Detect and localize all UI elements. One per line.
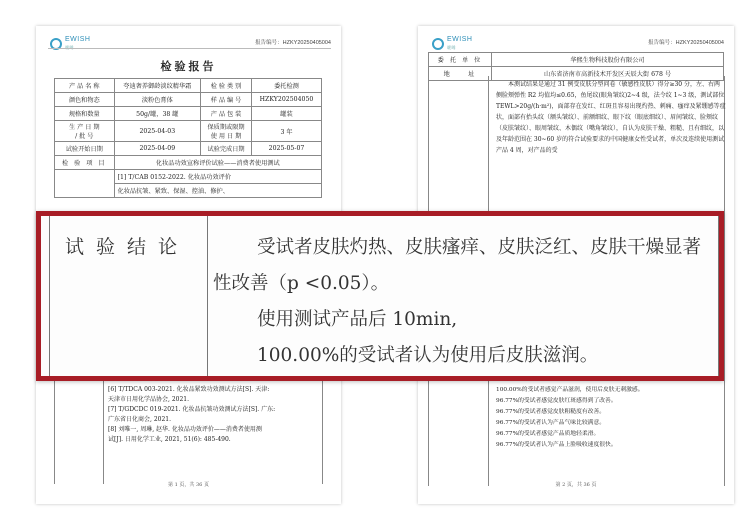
field-label: 产 品 名 称 [55, 79, 115, 93]
table-row [55, 107, 322, 121]
conclusion-body: 本测试结果是通过 31 例受皮肤分型问卷（敏感性皮肤）得分≥30 分，左、右两侧脸颊弹性 R2 均值均≤0.65，鱼尾纹(眼角皱纹)2~4 级，法令纹 1~3 级，测试部位 TEWL>20g/(h·m²)，面部存在发红、红斑且容易出现灼热、刺痛、瘙痒及紧绷感等症状，面部有抬头纹（额头皱纹）、前额细纹、眼下纹（眼底细纹）、眉间皱纹、脸颊纹（皮肤皱纹）、眼周皱纹、木偶纹（嘴角皱纹），自认为皮肤干燥、粗糙、且有细纹，以及年龄范围在 30~60 岁的符合试验要求的中国健康女性受试者，单次及连续使用测试产品 4 周，对产品的受 [496, 81, 726, 154]
table-row [55, 79, 322, 93]
table-row [55, 121, 322, 142]
field-value: 罐装 [251, 107, 321, 121]
client-label: 委 托 单 位 [429, 53, 492, 67]
basis-line: 化妆品抗皱、紧致、保湿、控油、修护、 [114, 184, 321, 198]
field-value: 2025-04-09 [114, 142, 201, 156]
callout-border [718, 216, 719, 376]
basis-cell [55, 170, 115, 198]
field-value: 50g/罐，38 罐 [114, 107, 201, 121]
callout-line: 性改善（p <0.05）。 [213, 273, 390, 294]
table-row [55, 170, 322, 184]
table-border [54, 376, 55, 484]
brand-name: EWISH [447, 36, 473, 43]
field-label: 试验开始日期 [55, 142, 115, 156]
result-item: 96.77%的受试者感觉皮肤红斑感得到了改善。 [496, 398, 617, 404]
callout-label: 试验结论 [65, 236, 190, 258]
result-item: 100.00%的受试者感觉产品滋润，使用后皮肤无刺激感。 [496, 387, 644, 393]
result-item: 96.77%的受试者感觉产品质地轻柔滑。 [496, 431, 600, 437]
brand-name: EWISH [65, 36, 91, 43]
field-value: 2025-05-07 [251, 142, 321, 156]
reference-item: [6] T/TDCA 003-2021. 化妆品紧致功效测试方法[S]. 天津: [108, 386, 270, 393]
page-footer: 第 1 页，共 36 页 [168, 482, 209, 488]
field-label: 产 品 包 装 [201, 107, 252, 121]
basis-line: [1] T/CAB 0152-2022. 化妆品功效评价 [114, 170, 321, 184]
field-value: HZKY202504050 [251, 93, 321, 107]
table-row [55, 156, 322, 170]
table-row [55, 142, 322, 156]
brand-sub: 暖晞 [447, 45, 456, 50]
item-value: 化妆品功效宣称评价试验——消费者使用测试 [114, 156, 321, 170]
callout-line: 100.00%的受试者认为使用后皮肤滋润。 [257, 345, 599, 366]
field-label: 样 品 编 号 [201, 93, 252, 107]
brand-logo [432, 36, 472, 52]
result-list [496, 385, 644, 451]
header-divider [48, 48, 331, 49]
callout-text [213, 230, 713, 374]
item-label: 检 验 项 目 [55, 156, 115, 170]
client-value: 华熙生物科技股份有限公司 [492, 53, 724, 67]
address-label: 地 址 [429, 67, 492, 81]
table-divider [103, 376, 104, 484]
result-item: 96.77%的受试者认为产品气味比较满意。 [496, 420, 606, 426]
reference-item: [8] 刘唯一, 周琳, 赵华. 化妆品功效评价——消费者使用测 [108, 426, 262, 433]
reference-list [108, 385, 323, 445]
page-footer: 第 2 页，共 36 页 [555, 482, 597, 488]
report-number: 报告编号：HZKY20250405004 [255, 40, 331, 46]
page-title: 检验报告 [160, 60, 217, 73]
address-value: 山东省济南市高新技术开发区天辰大街 678 号 [492, 67, 724, 81]
client-table [428, 52, 724, 81]
field-label: 检 验 类 别 [201, 79, 252, 93]
result-item: 96.77%的受试者认为产品上脸吸收速度很快。 [496, 442, 617, 448]
reference-item: 广东省日化商会, 2021. [108, 416, 171, 423]
field-label: 保质期或限期 使 用 日 期 [201, 121, 252, 142]
field-label: 规格和数量 [55, 107, 115, 121]
callout-line: 使用测试产品后 10min, [257, 309, 458, 330]
report-number: 报告编号：HZKY20250405004 [648, 40, 724, 46]
table-row [55, 93, 322, 107]
conclusion-callout [36, 211, 724, 381]
callout-line: 受试者皮肤灼热、皮肤瘙痒、皮肤泛红、皮肤干燥显著 [257, 237, 702, 258]
field-value: 淡粉色膏体 [114, 93, 201, 107]
callout-border [49, 216, 50, 376]
callout-divider [207, 216, 208, 376]
reference-item: [7] T/GDCDC 019-2021. 化妆品抗皱功效测试方法[S]. 广东: [108, 406, 276, 413]
field-label: 生 产 日 期 / 批 号 [55, 121, 115, 142]
logo-mark-icon [432, 38, 444, 50]
field-label: 试验完成日期 [201, 142, 252, 156]
table-row [429, 53, 724, 67]
result-item: 96.77%的受试者感觉皮肤粗糙度有改善。 [496, 409, 606, 415]
field-value: 夸迪奢养御龄淡纹精华霜 [114, 79, 201, 93]
product-info-table [54, 78, 322, 198]
reference-item: 天津市日用化学品协会, 2021. [108, 396, 189, 403]
field-label: 颜色和物态 [55, 93, 115, 107]
field-value: 3 年 [251, 121, 321, 142]
brand-sub: 暖晞 [65, 45, 74, 50]
field-value: 2025-04-03 [114, 121, 201, 142]
field-value: 委托检测 [251, 79, 321, 93]
reference-item: 试[J]. 日用化学工业, 2021, 51(6): 485-490. [108, 436, 231, 443]
brand-logo [50, 36, 90, 52]
